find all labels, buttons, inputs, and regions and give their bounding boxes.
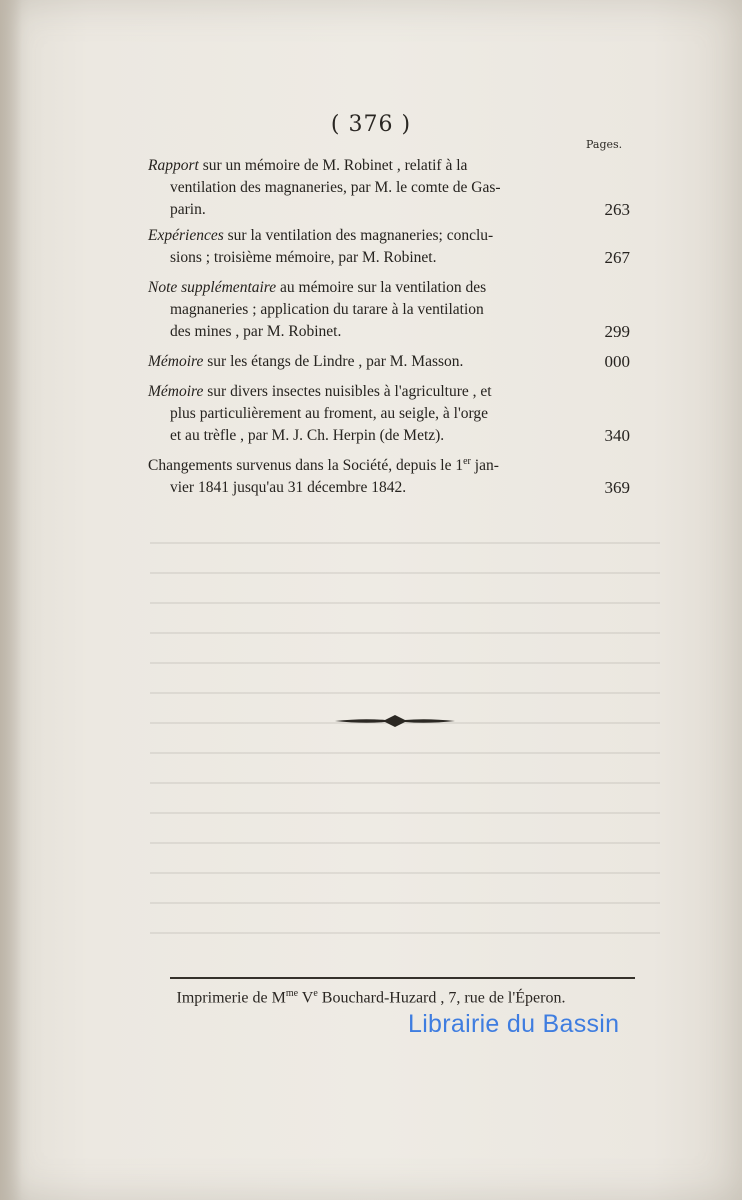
toc-entry-line: Mémoire sur les étangs de Lindre , par M. Masson.: [148, 353, 464, 370]
toc-entry-line: vier 1841 jusqu'au 31 décembre 1842.: [170, 479, 407, 497]
toc-entry: [148, 381, 630, 447]
toc-entry-page: 000: [604, 352, 630, 371]
toc-entry: [148, 277, 630, 343]
toc-entry-line: et au trèfle , par M. J. Ch. Herpin (de Metz).: [170, 427, 445, 444]
toc-entry-lead: Note supplémentaire: [148, 279, 277, 296]
toc-entry-line: parin.: [170, 201, 206, 218]
toc-entry-line: des mines , par M. Robinet.: [170, 323, 342, 340]
page-number: ( 376 ): [330, 112, 412, 137]
toc-entry-page: 263: [604, 200, 630, 219]
toc-entry: [148, 451, 630, 499]
toc-entry-line: Rapport sur un mémoire de M. Robinet , relatif à la: [148, 157, 468, 174]
toc-entry-line: Mémoire sur divers insectes nuisibles à l'agriculture , et: [148, 383, 492, 400]
toc-entry-lead: Mémoire: [148, 383, 204, 400]
toc-entry-page: 267: [604, 248, 630, 267]
footer-rule: [170, 977, 635, 979]
toc-entry-line: Note supplémentaire au mémoire sur la ventilation des: [148, 279, 487, 296]
page-edge-shadow: [0, 0, 22, 1200]
toc-entry-lead: Mémoire: [148, 353, 204, 370]
toc-entry: [148, 155, 630, 221]
bleed-through-texture: [150, 520, 660, 940]
toc-entry: [148, 351, 630, 373]
table-of-contents: [148, 155, 630, 499]
toc-entry-lead: Expériences: [148, 227, 224, 244]
ornament-divider-icon: [333, 713, 457, 729]
pages-column-header: Pages.: [586, 138, 623, 151]
toc-entry: [148, 225, 630, 269]
toc-entry-line: ventilation des magnaneries, par M. le comte de Gas-: [170, 179, 501, 196]
toc-entry-page: 340: [604, 426, 630, 445]
toc-entry-line: Expériences sur la ventilation des magnaneries; conclu-: [148, 227, 494, 244]
toc-entry-line: plus particulièrement au froment, au seigle, à l'orge: [170, 405, 488, 422]
toc-entry-lead: Rapport: [148, 157, 199, 174]
toc-entry-page: 299: [604, 322, 630, 341]
toc-entry-line: Changements survenus dans la Société, depuis le 1er jan-: [148, 456, 499, 475]
toc-entry-line: magnaneries ; application du tarare à la ventilation: [170, 301, 484, 318]
printer-imprint: Imprimerie de $M^{me}$ Ve Bouchard-Huzard , 7, rue de l'Éperon.: [176, 988, 566, 1007]
toc-entry-line: sions ; troisième mémoire, par M. Robinet.: [170, 249, 437, 266]
seller-watermark: Librairie du Bassin: [408, 1010, 620, 1038]
toc-entry-page: 369: [604, 478, 630, 498]
